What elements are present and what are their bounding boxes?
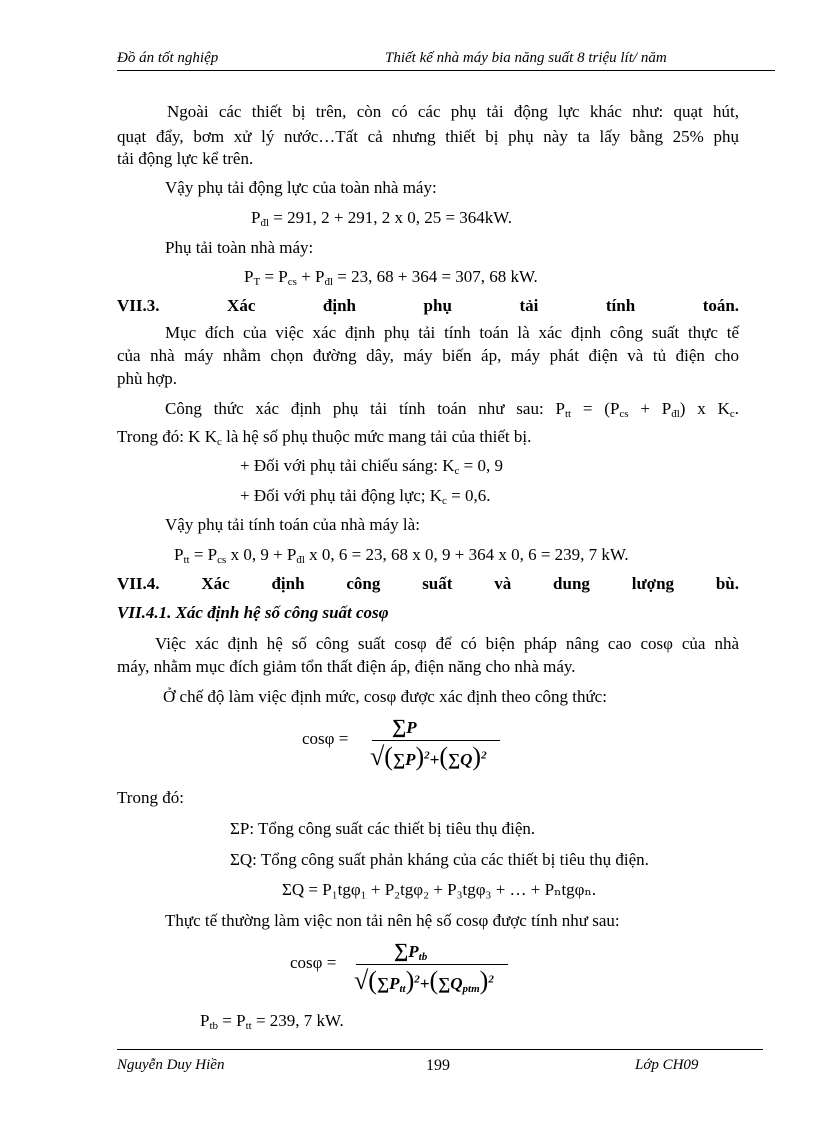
footer-author: Nguyễn Duy Hiền [117, 1057, 225, 1073]
paragraph: Vậy phụ tải tính toán của nhà máy là: [165, 515, 420, 534]
footer-class: Lớp CH09 [635, 1057, 699, 1073]
subsection-heading-vii41: VII.4.1. Xác định hệ số công suất cosφ [117, 603, 389, 622]
paragraph-line: Ngoài các thiết bị trên, còn có các phụ tải động lực khác như: quạt hút, [167, 102, 739, 121]
cosphi-formula-1 [302, 716, 512, 782]
page-number: 199 [426, 1057, 450, 1074]
paragraph: Vậy phụ tải động lực của toàn nhà máy: [165, 178, 437, 197]
header-left: Đồ án tốt nghiệp [117, 50, 219, 66]
cosphi-formula-2 [290, 940, 520, 1006]
paragraph-line: Việc xác định hệ số công suất cosφ để có biện pháp nâng cao cosφ của nhà [155, 634, 739, 653]
paragraph-formula-line: Công thức xác định phụ tải tính toán như sau: $P_{tt} = (P_{cs} + P_{đl})$ x $K_c$. [165, 399, 739, 420]
paragraph-line: Trong đó: K $K_c$ là hệ số phụ thuộc mức mang tải của thiết bị. [117, 427, 532, 448]
section-heading-vii3: VII.3. Xác định phụ tải tính toán. [117, 296, 740, 315]
paragraph: Phụ tải toàn nhà máy: [165, 238, 314, 257]
fraction-bar [372, 740, 500, 741]
definition-sum-p: ΣP: Tổng công suất các thiết bị tiêu thụ điện. [230, 819, 536, 838]
formula-denominator: $√(\sum P)^2+(\sum Q)^2$ [370, 742, 487, 771]
paragraph-line: tải động lực kể trên. [117, 149, 254, 168]
page-header [117, 48, 775, 71]
paragraph: Thực tế thường làm việc non tải nên hệ số cosφ được tính như sau: [165, 911, 620, 930]
formula-numerator: $\sum P_{tb}$ [394, 940, 428, 963]
formula-lhs: cosφ = [302, 729, 349, 748]
paragraph-line: của nhà máy nhằm chọn đường dây, máy biến áp, máy phát điện và tủ điện cho [117, 346, 739, 365]
section-heading-vii4: VII.4. Xác định công suất và dung lượng bù. [117, 574, 740, 593]
equation-pt: $P_T = P_{cs} + P_{đl} = 23$, 68 + 364 = 307, 68 kW. [244, 267, 538, 288]
equation-pdl: $P_{đl} = 291$, 2 + 291, 2 x 0, 25 = 364kW. [251, 208, 513, 229]
page-footer [117, 1049, 763, 1074]
paragraph-line: máy, nhằm mục đích giảm tổn thất điện áp, điện năng cho nhà máy. [117, 657, 576, 676]
paragraph: Ở chế độ làm việc định mức, cosφ được xác định theo công thức: [163, 687, 607, 706]
formula-lhs: cosφ = [290, 953, 337, 972]
paragraph-line: Mục đích của việc xác định phụ tải tính toán là xác định công suất thực tế [165, 323, 739, 342]
paragraph-line: phù hợp. [117, 369, 177, 388]
fraction-bar [356, 964, 508, 965]
header-right: Thiết kế nhà máy bia năng suất 8 triệu lít/ năm [385, 50, 667, 66]
equation-sum-q: ΣQ = P₁tgφ₁ + P₂tgφ₂ + P₃tgφ₃ + … + Pₙtgφₙ. [282, 880, 597, 899]
paragraph-line: quạt đẩy, bơm xử lý nước…Tất cả nhưng thiết bị phụ này ta lấy bằng 25% phụ [117, 127, 739, 146]
bullet-power: + Đối với phụ tải động lực; $K_c = 0,6$. [240, 486, 491, 507]
equation-ptt: $P_{tt} = P_{cs}$ x 0, $9 + P_{đl}$ x 0, 6 = 23, 68 x 0, 9 + 364 x 0, 6 = 239, 7 kW. [174, 545, 629, 566]
paragraph: Trong đó: [117, 788, 184, 807]
definition-sum-q: ΣQ: Tổng công suất phản kháng của các thiết bị tiêu thụ điện. [230, 850, 649, 869]
formula-numerator: ∑P [392, 716, 417, 738]
equation-ptb: $P_{tb} = P_{tt} = 239$, 7 kW. [200, 1011, 344, 1032]
bullet-lighting: + Đối với phụ tải chiếu sáng: $K_c = 0$, 9 [240, 456, 504, 477]
formula-denominator: $√(\sum P_{tt})^2+(\sum Q_{ptm})^2$ [354, 966, 494, 995]
